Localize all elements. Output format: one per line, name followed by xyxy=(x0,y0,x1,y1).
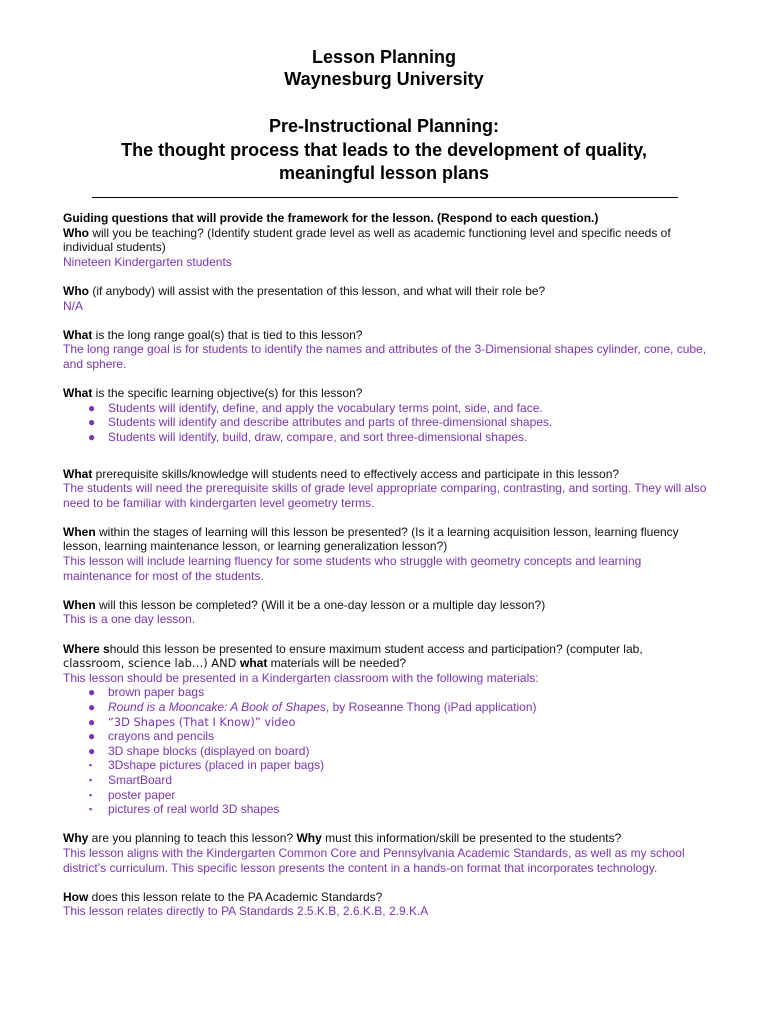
answer-how: This lesson relates directly to PA Standards 2.5.K.B, 2.6.K.B, 2.9.K.A xyxy=(63,904,429,919)
doc-title-4: The thought process that leads to the development of quality, xyxy=(121,140,647,160)
question-prerequisite: What prerequisite skills/knowledge will students need to effectively access and participate in this lesson? xyxy=(63,466,620,481)
list-item: ● brown paper bags xyxy=(88,685,205,700)
list-item: ● 3D shape blocks (displayed on board) xyxy=(88,743,310,758)
objective-list xyxy=(63,401,713,445)
question-how: How does this lesson relate to the PA Academic Standards? xyxy=(63,889,383,904)
question-where-cont: classroom, science lab…) AND what materials will be needed? xyxy=(63,656,407,671)
list-item: ▪ poster paper xyxy=(89,787,176,802)
list-item: ▪ SmartBoard xyxy=(89,772,173,787)
list-item: ● Round is a Mooncake: A Book of Shapes, by Roseanne Thong (iPad application) xyxy=(88,700,537,714)
title-divider xyxy=(92,197,678,198)
question-who-assist: Who (if anybody) will assist with the presentation of this lesson, and what will their role be? xyxy=(63,283,546,298)
answer-when-stages: This lesson will include learning fluency for some students who struggle with geometry concepts and learning maintenance for most of the students. xyxy=(63,554,642,583)
document-body xyxy=(63,211,713,919)
list-item: ● Students will identify and describe attributes and parts of three-dimensional shapes. xyxy=(88,415,553,430)
guiding-heading: Guiding questions that will provide the framework for the lesson. (Respond to each question.) xyxy=(63,211,599,225)
doc-title-5: meaningful lesson plans xyxy=(278,163,490,183)
question-where: Where should this lesson be presented to ensure maximum student access and participation? (computer lab, xyxy=(63,641,643,656)
question-when-completed: When will this lesson be completed? (Will it be a one-day lesson or a multiple day lesson?) xyxy=(63,597,546,612)
materials-list xyxy=(63,685,713,816)
answer-where: This lesson should be presented in a Kindergarten classroom with the following materials: xyxy=(63,670,539,685)
list-item: ● Students will identify, build, draw, compare, and sort three-dimensional shapes. xyxy=(88,429,528,444)
list-item: ▪ pictures of real world 3D shapes xyxy=(89,802,280,817)
question-learning-objective: What is the specific learning objective(s) for this lesson? xyxy=(63,386,363,401)
answer-why: This lesson aligns with the Kindergarten Common Core and Pennsylvania Academic Standards, as well as my school district’s curriculum. This specific lesson presents the content in a hands-on format that incorporates technology. xyxy=(63,845,685,875)
answer-who-teaching: Nineteen Kindergarten students xyxy=(63,254,232,269)
list-item: ● “3D Shapes (That I Know)” video xyxy=(88,714,296,729)
question-who-teaching: Who will you be teaching? (Identify student grade level as well as academic functioning level and specific needs of individual students) xyxy=(63,225,671,255)
answer-long-range-goal: The long range goal is for students to identify the names and attributes of the 3-Dimensional shapes cylinder, cone, cube, and sphere. xyxy=(63,342,707,371)
list-item: ● crayons and pencils xyxy=(88,729,215,744)
doc-title-2: Waynesburg University xyxy=(284,69,484,89)
question-why: Why are you planning to teach this lesson? Why must this information/skill be presented to the students? xyxy=(63,831,622,846)
doc-title-3: Pre-Instructional Planning: xyxy=(268,116,500,136)
answer-prerequisite: The students will need the prerequisite skills of grade level appropriate comparing, contrasting, and sorting. They will also need to be familiar with kindergarten level geometry terms. xyxy=(63,481,707,510)
doc-title-1: Lesson Planning xyxy=(311,47,457,67)
question-long-range-goal: What is the long range goal(s) that is tied to this lesson? xyxy=(63,327,363,342)
question-when-stages: When within the stages of learning will this lesson be presented? (Is it a learning acquisition lesson, learning fluency lesson, learning maintenance lesson, or learning generalization lesson?) xyxy=(63,524,679,554)
list-item: ● Students will identify, define, and apply the vocabulary terms point, side, and face. xyxy=(88,400,543,415)
answer-when-completed: This is a one day lesson. xyxy=(63,612,196,627)
answer-who-assist: N/A xyxy=(63,298,84,313)
list-item: ▪ 3Dshape pictures (placed in paper bags) xyxy=(89,758,325,773)
